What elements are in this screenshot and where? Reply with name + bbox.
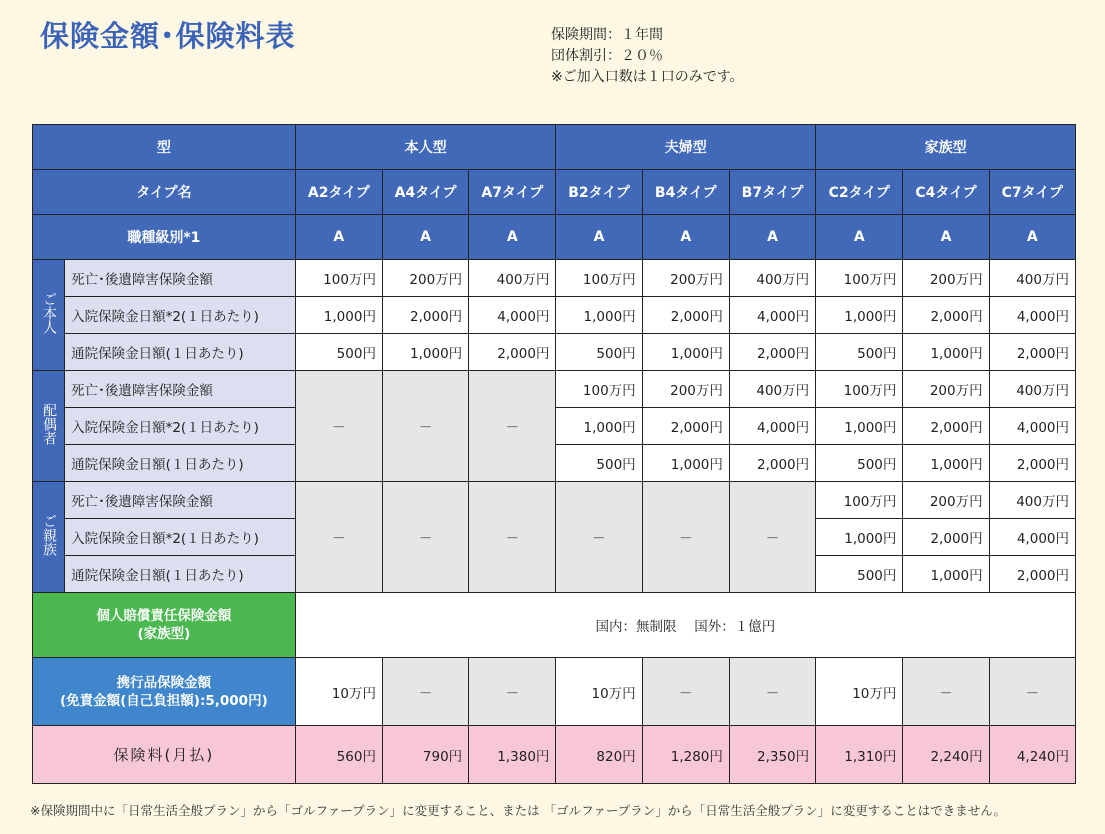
- row-label: 通院保険金日額(１日あたり): [65, 445, 296, 482]
- type-cell: C2タイプ: [816, 170, 903, 215]
- section-label: ご本人: [41, 291, 58, 334]
- table-row: [33, 334, 1076, 371]
- value-cell: 500円: [295, 334, 382, 371]
- liability-value: 国内：無制限 国外：１億円: [295, 593, 1075, 658]
- value-cell: 2,000円: [469, 334, 556, 371]
- value-cell: 400万円: [729, 371, 815, 408]
- liability-row: [33, 593, 1076, 658]
- group-individual: 本人型: [295, 125, 556, 170]
- unit-note: ※ご加入口数は１口のみです。: [551, 69, 744, 85]
- premium-cell: 820円: [556, 726, 642, 784]
- value-cell: 1,000円: [903, 556, 989, 593]
- group-family: 家族型: [816, 125, 1076, 170]
- value-cell: 100万円: [556, 371, 642, 408]
- row-label: 死亡･後遺障害保険金額: [65, 371, 296, 408]
- liability-label-line2: (家族型): [137, 626, 191, 642]
- liability-label-line1: 個人賠償責任保険金額: [96, 608, 232, 624]
- class-cell: A: [642, 215, 729, 260]
- type-cell: B4タイプ: [642, 170, 729, 215]
- value-cell: 2,000円: [903, 297, 989, 334]
- value-cell: 400万円: [989, 260, 1075, 297]
- value-cell: 100万円: [816, 371, 903, 408]
- value-cell: 400万円: [989, 371, 1075, 408]
- row-label: 死亡･後遺障害保険金額: [65, 482, 296, 519]
- table-row: [33, 260, 1076, 297]
- info-block: [551, 25, 744, 88]
- value-cell: 500円: [816, 445, 903, 482]
- value-cell: 1,000円: [382, 334, 468, 371]
- value-cell: 1,000円: [642, 445, 729, 482]
- class-cell: A: [295, 215, 382, 260]
- value-cell: 2,000円: [382, 297, 468, 334]
- premium-cell: 2,350円: [729, 726, 815, 784]
- table-row: [33, 371, 1076, 408]
- premium-cell: 1,380円: [469, 726, 556, 784]
- value-cell: 2,000円: [642, 408, 729, 445]
- footnote: ※保険期間中に「日常生活全般プラン」から「ゴルファープラン」に変更すること、または 「ゴルファープラン」から「日常生活全般プラン」に変更することはできません。: [30, 803, 1006, 818]
- group-couple: 夫婦型: [556, 125, 816, 170]
- value-cell: 2,000円: [989, 445, 1075, 482]
- na-cell: －: [295, 482, 382, 593]
- value-cell: 1,000円: [642, 334, 729, 371]
- na-cell: －: [729, 482, 815, 593]
- premium-cell: 1,280円: [642, 726, 729, 784]
- premium-cell: 1,310円: [816, 726, 903, 784]
- row-label: 通院保険金日額(１日あたり): [65, 556, 296, 593]
- value-cell: 10万円: [816, 658, 903, 726]
- type-cell: B7タイプ: [729, 170, 815, 215]
- value-cell: 2,000円: [903, 408, 989, 445]
- value-cell: 200万円: [642, 371, 729, 408]
- header-row-class: [33, 215, 1076, 260]
- section-label: ご親族: [41, 513, 58, 556]
- value-cell: 1,000円: [556, 297, 642, 334]
- typename-header: タイプ名: [33, 170, 296, 215]
- group-discount: 団体割引：２０％: [551, 48, 663, 64]
- class-cell: A: [903, 215, 989, 260]
- na-cell: －: [469, 371, 556, 482]
- type-cell: A7タイプ: [469, 170, 556, 215]
- table-row: [33, 297, 1076, 334]
- premium-cell: 790円: [382, 726, 468, 784]
- section-insured: [33, 260, 65, 371]
- value-cell: 400万円: [729, 260, 815, 297]
- na-cell: －: [382, 482, 468, 593]
- section-label: 配偶者: [41, 402, 58, 445]
- class-cell: A: [816, 215, 903, 260]
- value-cell: 200万円: [642, 260, 729, 297]
- class-cell: A: [556, 215, 642, 260]
- type-cell: A4タイプ: [382, 170, 468, 215]
- type-cell: C7タイプ: [989, 170, 1075, 215]
- value-cell: 100万円: [816, 260, 903, 297]
- liability-label: [33, 593, 296, 658]
- value-cell: 500円: [556, 334, 642, 371]
- value-cell: 1,000円: [816, 519, 903, 556]
- value-cell: 1,000円: [903, 334, 989, 371]
- class-cell: A: [382, 215, 468, 260]
- value-cell: 2,000円: [642, 297, 729, 334]
- na-cell: －: [903, 658, 989, 726]
- class-header: 職種級別*1: [33, 215, 296, 260]
- value-cell: 100万円: [295, 260, 382, 297]
- row-label: 死亡･後遺障害保険金額: [65, 260, 296, 297]
- premium-row: [33, 726, 1076, 784]
- value-cell: 1,000円: [816, 297, 903, 334]
- belongings-row: [33, 658, 1076, 726]
- section-relatives: [33, 482, 65, 593]
- premium-cell: 560円: [295, 726, 382, 784]
- value-cell: 2,000円: [903, 519, 989, 556]
- value-cell: 200万円: [903, 482, 989, 519]
- value-cell: 2,000円: [989, 334, 1075, 371]
- na-cell: －: [642, 658, 729, 726]
- table-row: [33, 482, 1076, 519]
- value-cell: 500円: [556, 445, 642, 482]
- na-cell: －: [556, 482, 642, 593]
- value-cell: 200万円: [903, 260, 989, 297]
- value-cell: 200万円: [382, 260, 468, 297]
- premium-cell: 4,240円: [989, 726, 1075, 784]
- value-cell: 1,000円: [816, 408, 903, 445]
- na-cell: －: [469, 482, 556, 593]
- type-cell: B2タイプ: [556, 170, 642, 215]
- na-cell: －: [295, 371, 382, 482]
- header-row-typename: [33, 170, 1076, 215]
- na-cell: －: [989, 658, 1075, 726]
- value-cell: 100万円: [816, 482, 903, 519]
- value-cell: 1,000円: [556, 408, 642, 445]
- value-cell: 4,000円: [469, 297, 556, 334]
- na-cell: －: [382, 658, 468, 726]
- value-cell: 10万円: [295, 658, 382, 726]
- belongings-label: [33, 658, 296, 726]
- type-cell: C4タイプ: [903, 170, 989, 215]
- row-label: 入院保険金日額*2(１日あたり): [65, 408, 296, 445]
- type-cell: A2タイプ: [295, 170, 382, 215]
- value-cell: 400万円: [989, 482, 1075, 519]
- value-cell: 2,000円: [989, 556, 1075, 593]
- value-cell: 200万円: [903, 371, 989, 408]
- value-cell: 100万円: [556, 260, 642, 297]
- section-spouse: [33, 371, 65, 482]
- na-cell: －: [382, 371, 468, 482]
- row-label: 入院保険金日額*2(１日あたり): [65, 519, 296, 556]
- premium-cell: 2,240円: [903, 726, 989, 784]
- value-cell: 2,000円: [729, 445, 815, 482]
- value-cell: 4,000円: [989, 297, 1075, 334]
- value-cell: 500円: [816, 556, 903, 593]
- value-cell: 10万円: [556, 658, 642, 726]
- class-cell: A: [989, 215, 1075, 260]
- value-cell: 500円: [816, 334, 903, 371]
- value-cell: 4,000円: [989, 519, 1075, 556]
- belongings-label-line1: 携行品保険金額: [116, 674, 212, 691]
- page-title: 保険金額･保険料表: [40, 19, 296, 53]
- class-cell: A: [469, 215, 556, 260]
- na-cell: －: [729, 658, 815, 726]
- na-cell: －: [469, 658, 556, 726]
- value-cell: 1,000円: [903, 445, 989, 482]
- value-cell: 400万円: [469, 260, 556, 297]
- belongings-label-line2: (免責金額(自己負担額):5,000円): [59, 692, 268, 709]
- type-header: 型: [33, 125, 296, 170]
- class-cell: A: [729, 215, 815, 260]
- na-cell: －: [642, 482, 729, 593]
- row-label: 入院保険金日額*2(１日あたり): [65, 297, 296, 334]
- insurance-table: [32, 124, 1076, 784]
- premium-label: 保険料(月払): [33, 726, 296, 784]
- header-row-type: [33, 125, 1076, 170]
- row-label: 通院保険金日額(１日あたり): [65, 334, 296, 371]
- insurance-period: 保険期間：１年間: [551, 27, 663, 43]
- value-cell: 4,000円: [729, 297, 815, 334]
- value-cell: 2,000円: [729, 334, 815, 371]
- value-cell: 4,000円: [729, 408, 815, 445]
- value-cell: 1,000円: [295, 297, 382, 334]
- value-cell: 4,000円: [989, 408, 1075, 445]
